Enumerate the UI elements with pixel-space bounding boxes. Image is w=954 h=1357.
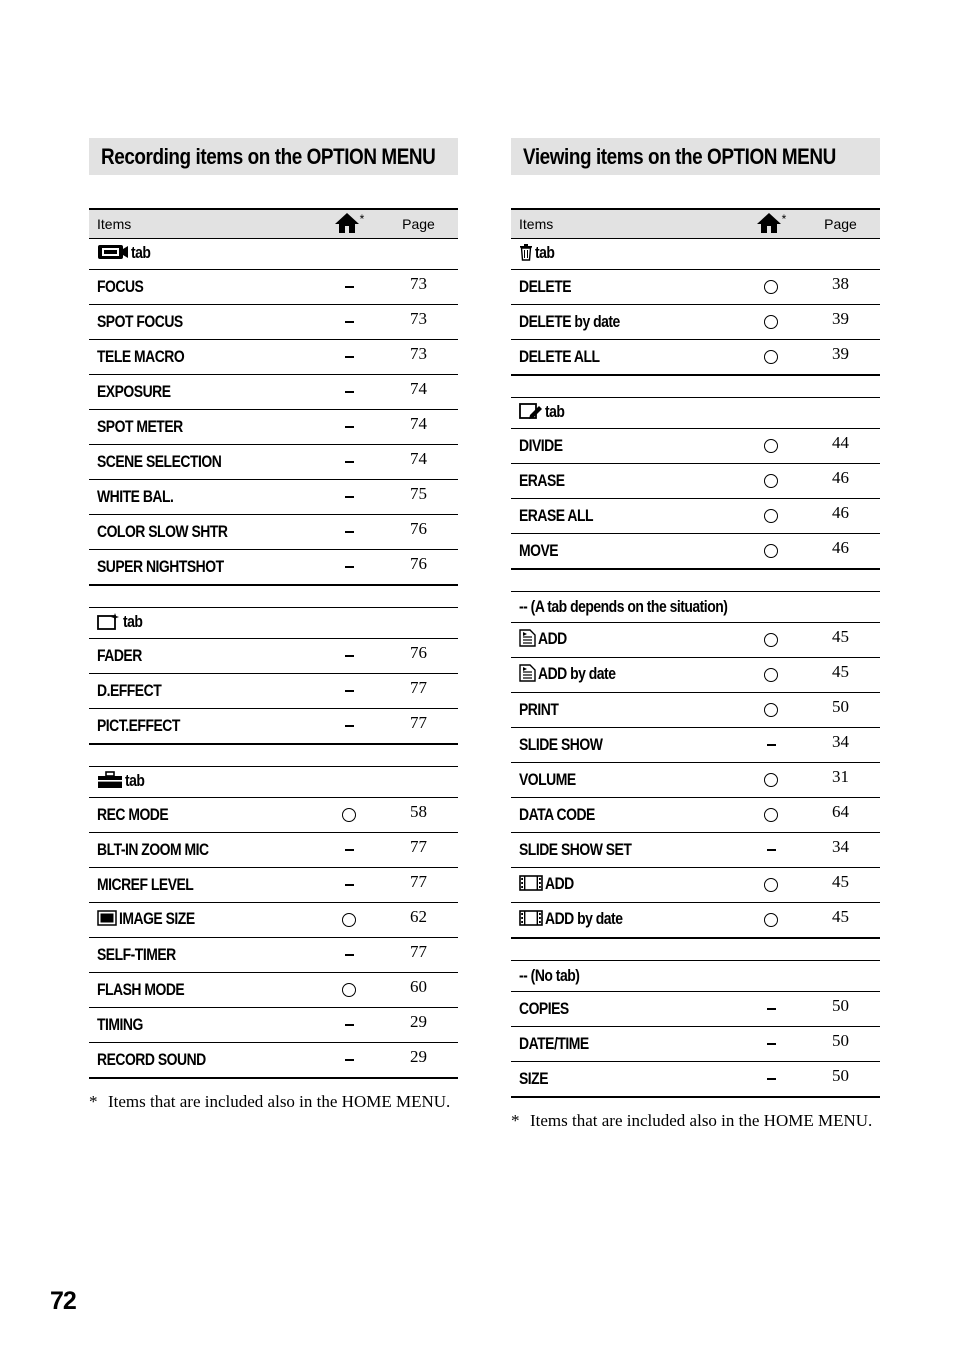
item-name: FADER (97, 646, 142, 665)
circle-icon (764, 878, 778, 892)
home-menu-cell (741, 658, 801, 693)
page-number-cell: 29 (379, 1043, 458, 1079)
item-name: BLT-IN ZOOM MIC (97, 840, 209, 859)
home-menu-cell (741, 798, 801, 833)
item-name-cell (89, 1043, 319, 1079)
item-name: DIVIDE (519, 436, 563, 455)
home-menu-cell (741, 1027, 801, 1062)
tab-row (89, 239, 458, 270)
page-number-cell: 76 (379, 639, 458, 674)
home-menu-cell (319, 375, 379, 410)
home-header (319, 209, 379, 239)
home-menu-cell (319, 973, 379, 1008)
dash-icon (345, 426, 354, 428)
tab-row (511, 239, 880, 270)
page-number-cell: 38 (801, 270, 880, 305)
item-name-cell (89, 550, 319, 586)
circle-icon (764, 350, 778, 364)
items-header: Items (511, 209, 741, 239)
table-row (511, 429, 880, 464)
item-name: TELE MACRO (97, 347, 185, 366)
home-menu-cell (319, 938, 379, 973)
circle-icon (764, 703, 778, 717)
table-row (511, 305, 880, 340)
page-number-cell: 50 (801, 1027, 880, 1062)
table-row (89, 798, 458, 833)
circle-icon (764, 439, 778, 453)
tab-label-cell (511, 239, 880, 270)
viewing-items-table (511, 208, 880, 1098)
circle-icon (764, 668, 778, 682)
home-menu-cell (741, 499, 801, 534)
effect-tab-icon (97, 612, 121, 635)
item-name: ADD by date (538, 664, 616, 684)
item-name-cell (89, 674, 319, 709)
item-name-cell (511, 833, 741, 868)
page-number-cell: 46 (801, 464, 880, 499)
home-menu-cell (741, 868, 801, 903)
home-menu-cell (319, 833, 379, 868)
home-menu-cell (741, 693, 801, 728)
page-header: Page (379, 209, 458, 239)
item-name: ERASE ALL (519, 506, 594, 525)
item-name-cell (89, 798, 319, 833)
item-name: FOCUS (97, 277, 144, 296)
dash-icon (345, 954, 354, 956)
spacer-row (89, 585, 458, 608)
table-row (511, 499, 880, 534)
item-name: EXPOSURE (97, 382, 171, 401)
table-row (511, 658, 880, 693)
home-icon (334, 212, 360, 237)
table-row (511, 464, 880, 499)
circle-icon (764, 913, 778, 927)
page-number-cell: 45 (801, 903, 880, 939)
home-menu-cell (319, 305, 379, 340)
dash-icon (767, 1008, 776, 1010)
tab-row (511, 592, 880, 623)
tab-label-cell (511, 592, 880, 623)
table-row (89, 515, 458, 550)
item-name-cell (511, 305, 741, 340)
tab-label: tab (125, 771, 145, 791)
viewing-column (511, 138, 880, 1131)
circle-icon (764, 633, 778, 647)
footnote-star: * (89, 1092, 98, 1111)
home-menu-cell (319, 709, 379, 745)
home-menu-cell (741, 1062, 801, 1098)
home-menu-cell (319, 1043, 379, 1079)
page-number-cell: 77 (379, 709, 458, 745)
home-menu-cell (319, 515, 379, 550)
toolbox-tab-icon (97, 771, 123, 794)
tab-label-cell (511, 398, 880, 429)
table-row (511, 623, 880, 658)
tab-label: tab (535, 243, 555, 263)
table-row (511, 1027, 880, 1062)
table-row (89, 1043, 458, 1079)
item-name: SIZE (519, 1069, 549, 1088)
home-menu-cell (319, 445, 379, 480)
item-name: MICREF LEVEL (97, 875, 194, 894)
item-name: DELETE (519, 277, 572, 296)
item-name-cell (511, 499, 741, 534)
item-name-cell (511, 903, 741, 939)
dash-icon (345, 849, 354, 851)
page-number-cell: 50 (801, 693, 880, 728)
home-menu-cell (319, 480, 379, 515)
tab-label-cell (511, 961, 880, 992)
dash-icon (345, 321, 354, 323)
home-menu-cell (319, 1008, 379, 1043)
table-row (89, 270, 458, 305)
page-number-cell: 74 (379, 410, 458, 445)
page-number-cell: 45 (801, 868, 880, 903)
item-name: DELETE ALL (519, 347, 600, 366)
circle-icon (342, 913, 356, 927)
page-number-cell: 74 (379, 375, 458, 410)
page-number-cell: 29 (379, 1008, 458, 1043)
spacer-row (511, 375, 880, 398)
page-number-cell: 34 (801, 833, 880, 868)
circle-icon (764, 315, 778, 329)
home-menu-cell (741, 728, 801, 763)
page-number-cell: 75 (379, 480, 458, 515)
page-number-cell: 58 (379, 798, 458, 833)
table-row (89, 1008, 458, 1043)
circle-icon (764, 773, 778, 787)
table-row (89, 480, 458, 515)
dash-icon (345, 286, 354, 288)
page-number: 72 (50, 1287, 76, 1315)
item-name: SCENE SELECTION (97, 452, 222, 471)
table-row (89, 445, 458, 480)
dash-icon (345, 356, 354, 358)
page-number-cell: 76 (379, 550, 458, 586)
circle-icon (764, 509, 778, 523)
dash-icon (345, 496, 354, 498)
page-number-cell: 73 (379, 305, 458, 340)
table-header-row (89, 209, 458, 239)
item-name-cell (511, 270, 741, 305)
dash-icon (767, 1043, 776, 1045)
page-number-cell: 73 (379, 340, 458, 375)
table-row (511, 270, 880, 305)
footnote (89, 1091, 458, 1112)
playlist-icon (519, 664, 536, 687)
table-row (89, 639, 458, 674)
home-star: * (781, 211, 787, 226)
page-number-cell: 46 (801, 534, 880, 570)
spacer-row (511, 938, 880, 961)
item-name-cell (511, 464, 741, 499)
viewing-table-body (511, 239, 880, 1098)
table-row (89, 833, 458, 868)
page-number-cell: 60 (379, 973, 458, 1008)
table-row (511, 992, 880, 1027)
item-name-cell (89, 973, 319, 1008)
home-menu-cell (741, 270, 801, 305)
tab-label: tab (545, 402, 565, 422)
item-name: SPOT METER (97, 417, 183, 436)
dash-icon (345, 391, 354, 393)
home-menu-cell (319, 798, 379, 833)
edit-tab-icon (519, 402, 543, 425)
home-menu-cell (319, 410, 379, 445)
item-name: DELETE by date (519, 312, 620, 331)
item-name: SPOT FOCUS (97, 312, 183, 331)
recording-column (89, 138, 458, 1112)
page-number-cell: 62 (379, 903, 458, 938)
circle-icon (342, 808, 356, 822)
home-menu-cell (741, 903, 801, 939)
dash-icon (345, 531, 354, 533)
page-number-cell: 50 (801, 1062, 880, 1098)
home-menu-cell (741, 464, 801, 499)
tab-label: tab (131, 243, 151, 263)
dash-icon (345, 566, 354, 568)
item-name: ADD (545, 874, 574, 894)
item-name: COPIES (519, 999, 569, 1018)
item-name: REC MODE (97, 805, 169, 824)
table-row (511, 903, 880, 939)
recording-items-table (89, 208, 458, 1079)
item-name: PRINT (519, 700, 559, 719)
dash-icon (767, 1078, 776, 1080)
item-name-cell (511, 623, 741, 658)
photo-icon (97, 910, 117, 931)
item-name: IMAGE SIZE (119, 909, 195, 929)
table-row (89, 410, 458, 445)
tab-label: tab (123, 612, 143, 632)
item-name: PICT.EFFECT (97, 716, 180, 735)
item-name: D.EFFECT (97, 681, 162, 700)
item-name-cell (89, 305, 319, 340)
dash-icon (345, 655, 354, 657)
circle-icon (764, 544, 778, 558)
table-row (89, 674, 458, 709)
page-number-cell: 39 (801, 305, 880, 340)
camera-tab-icon (97, 243, 129, 266)
home-menu-cell (319, 674, 379, 709)
item-name: ERASE (519, 471, 565, 490)
tab-row (89, 767, 458, 798)
playlist-icon (519, 629, 536, 652)
items-header: Items (89, 209, 319, 239)
table-row (511, 340, 880, 376)
viewing-section-title: Viewing items on the OPTION MENU (511, 138, 880, 175)
item-name: TIMING (97, 1015, 143, 1034)
circle-icon (764, 280, 778, 294)
table-row (89, 550, 458, 586)
page-number-cell: 39 (801, 340, 880, 376)
dash-icon (345, 884, 354, 886)
table-row (89, 868, 458, 903)
trash-tab-icon (519, 243, 533, 266)
table-row (89, 340, 458, 375)
dash-icon (767, 744, 776, 746)
item-name-cell (89, 903, 319, 938)
table-row (89, 903, 458, 938)
item-name: DATE/TIME (519, 1034, 589, 1053)
home-menu-cell (741, 623, 801, 658)
item-name-cell (511, 1062, 741, 1098)
home-star: * (359, 211, 365, 226)
item-name-cell (511, 798, 741, 833)
item-name: WHITE BAL. (97, 487, 174, 506)
tab-label-cell (89, 239, 458, 270)
spacer-row (511, 569, 880, 592)
home-menu-cell (319, 903, 379, 938)
page-number-cell: 45 (801, 658, 880, 693)
page-number-cell: 50 (801, 992, 880, 1027)
table-row (89, 305, 458, 340)
item-name: SLIDE SHOW SET (519, 840, 632, 859)
home-header (741, 209, 801, 239)
item-name-cell (89, 515, 319, 550)
item-name-cell (89, 480, 319, 515)
item-name: RECORD SOUND (97, 1050, 206, 1069)
item-name-cell (511, 763, 741, 798)
item-name-cell (89, 709, 319, 745)
item-name-cell (89, 868, 319, 903)
spacer-row (89, 744, 458, 767)
tab-label-cell (89, 608, 458, 639)
item-name: MOVE (519, 541, 559, 560)
item-name-cell (89, 938, 319, 973)
tab-row (89, 608, 458, 639)
home-menu-cell (741, 833, 801, 868)
home-menu-cell (741, 340, 801, 376)
home-menu-cell (741, 534, 801, 570)
table-row (511, 833, 880, 868)
page-number-cell: 77 (379, 938, 458, 973)
item-name-cell (511, 658, 741, 693)
item-name: FLASH MODE (97, 980, 185, 999)
item-name-cell (89, 340, 319, 375)
page-number-cell: 76 (379, 515, 458, 550)
item-name-cell (89, 375, 319, 410)
item-name-cell (89, 410, 319, 445)
table-row (89, 375, 458, 410)
item-name-cell (89, 1008, 319, 1043)
dash-icon (345, 690, 354, 692)
item-name-cell (511, 340, 741, 376)
dash-icon (345, 1059, 354, 1061)
item-name-cell (511, 693, 741, 728)
home-icon (756, 212, 782, 237)
home-menu-cell (741, 992, 801, 1027)
dash-icon (345, 725, 354, 727)
home-menu-cell (319, 340, 379, 375)
home-menu-cell (319, 868, 379, 903)
home-menu-cell (319, 550, 379, 586)
item-name-cell (511, 534, 741, 570)
item-name: COLOR SLOW SHTR (97, 522, 228, 541)
item-name: DATA CODE (519, 805, 595, 824)
footnote-text: Items that are included also in the HOME MENU. (108, 1092, 451, 1111)
home-menu-cell (319, 639, 379, 674)
tab-label: -- (No tab) (519, 966, 580, 985)
item-name-cell (511, 1027, 741, 1062)
tab-label-cell (89, 767, 458, 798)
recording-section-title: Recording items on the OPTION MENU (89, 138, 458, 175)
tab-label: -- (A tab depends on the situation) (519, 597, 728, 616)
circle-icon (764, 808, 778, 822)
item-name: ADD (538, 629, 567, 649)
home-menu-cell (741, 763, 801, 798)
tab-row (511, 398, 880, 429)
item-name: ADD by date (545, 909, 623, 929)
item-name: VOLUME (519, 770, 576, 789)
table-row (511, 1062, 880, 1098)
item-name-cell (511, 728, 741, 763)
item-name: SELF-TIMER (97, 945, 176, 964)
item-name-cell (89, 445, 319, 480)
page-number-cell: 64 (801, 798, 880, 833)
home-menu-cell (741, 305, 801, 340)
page-number-cell: 31 (801, 763, 880, 798)
item-name-cell (89, 270, 319, 305)
page-number-cell: 73 (379, 270, 458, 305)
home-menu-cell (741, 429, 801, 464)
page-number-cell: 44 (801, 429, 880, 464)
dash-icon (345, 461, 354, 463)
table-row (89, 973, 458, 1008)
page-number-cell: 77 (379, 868, 458, 903)
dash-icon (345, 1024, 354, 1026)
table-row (511, 534, 880, 570)
table-row (511, 798, 880, 833)
item-name: SUPER NIGHTSHOT (97, 557, 224, 576)
page-number-cell: 74 (379, 445, 458, 480)
recording-table-body (89, 239, 458, 1079)
item-name: SLIDE SHOW (519, 735, 603, 754)
circle-icon (764, 474, 778, 488)
item-name-cell (511, 429, 741, 464)
page-number-cell: 46 (801, 499, 880, 534)
item-name-cell (89, 833, 319, 868)
page-number-cell: 45 (801, 623, 880, 658)
footnote (511, 1110, 880, 1131)
page-header: Page (801, 209, 880, 239)
table-row (511, 728, 880, 763)
table-row (511, 868, 880, 903)
item-name-cell (511, 992, 741, 1027)
page-number-cell: 77 (379, 674, 458, 709)
page-number-cell: 34 (801, 728, 880, 763)
tab-row (511, 961, 880, 992)
page-number-cell: 77 (379, 833, 458, 868)
dash-icon (767, 849, 776, 851)
item-name-cell (511, 868, 741, 903)
item-name-cell (89, 639, 319, 674)
footnote-star: * (511, 1111, 520, 1130)
table-row (89, 709, 458, 745)
circle-icon (342, 983, 356, 997)
footnote-text: Items that are included also in the HOME MENU. (530, 1111, 873, 1130)
table-row (511, 763, 880, 798)
table-row (89, 938, 458, 973)
home-menu-cell (319, 270, 379, 305)
table-row (511, 693, 880, 728)
film-icon (519, 909, 543, 932)
film-icon (519, 874, 543, 897)
table-header-row (511, 209, 880, 239)
